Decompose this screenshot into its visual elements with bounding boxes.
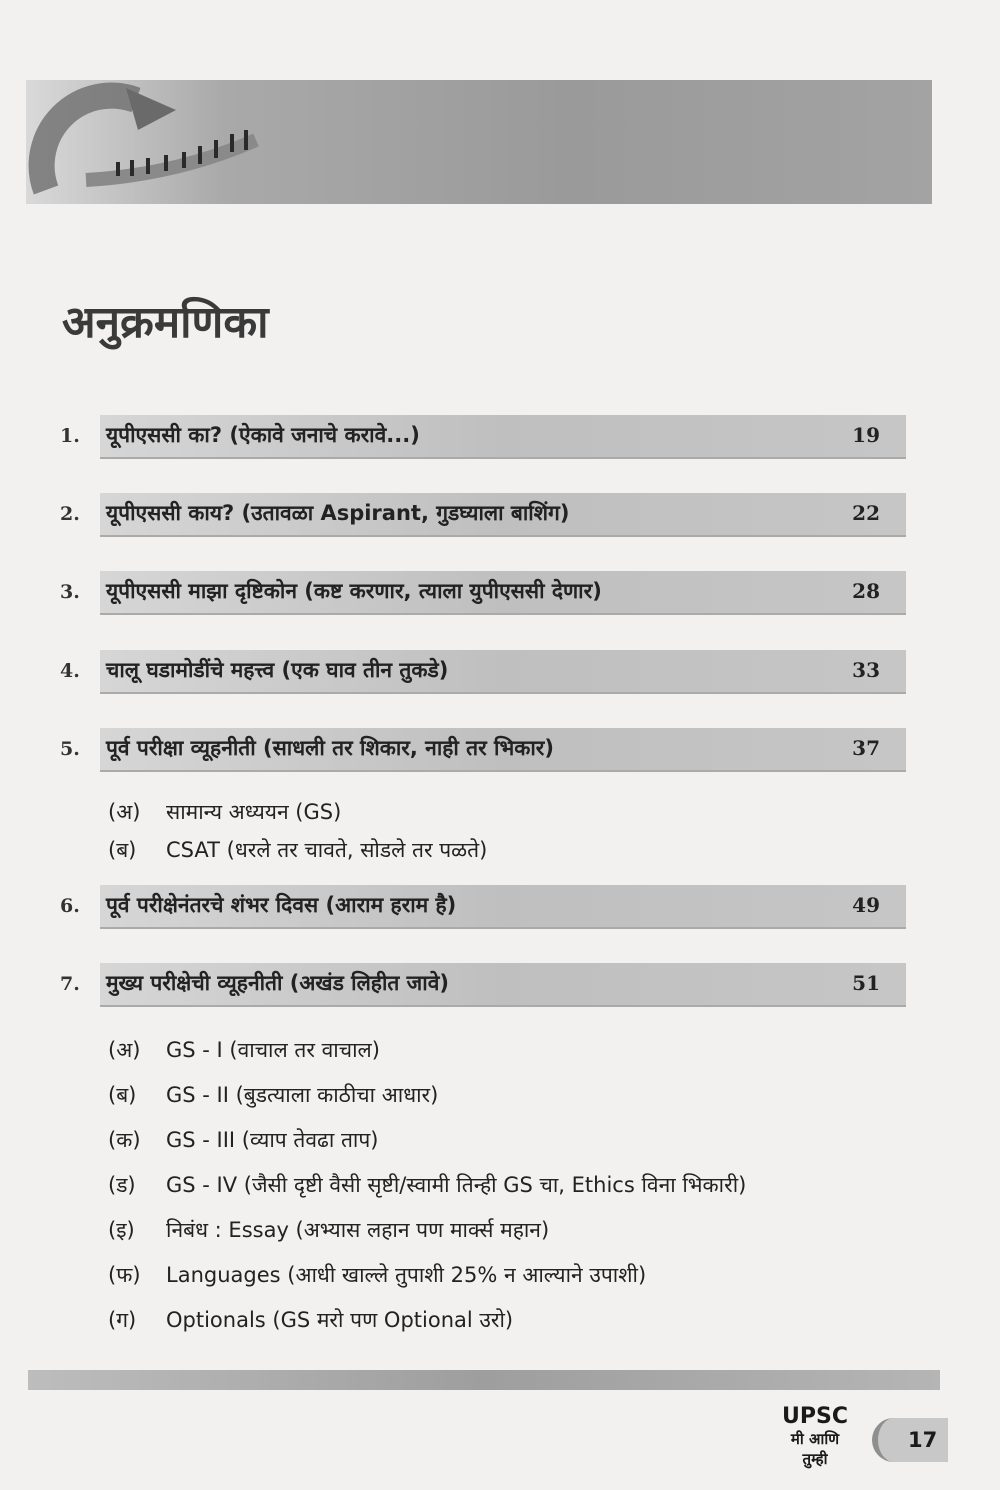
toc-chapter-4[interactable] <box>60 650 910 692</box>
toc-subitem[interactable] <box>108 1081 438 1109</box>
chapter-page: 37 <box>852 736 880 760</box>
toc-subitem[interactable] <box>108 1216 549 1244</box>
toc-subitem[interactable] <box>108 836 487 864</box>
chapter-number: 4. <box>60 660 80 682</box>
subitem-letter: (क) <box>108 1128 141 1152</box>
subitem-letter: (ब) <box>108 838 137 862</box>
subitem-letter: (ग) <box>108 1308 137 1332</box>
chapter-page: 33 <box>852 658 880 682</box>
chapter-title: पूर्व परीक्षा व्यूहनीती (साधली तर शिकार, नाही तर भिकार) <box>106 736 554 760</box>
brand-logo <box>765 1405 865 1475</box>
page-number: 17 <box>908 1428 938 1452</box>
chapter-number: 5. <box>60 738 80 760</box>
toc-chapter-1[interactable] <box>60 415 910 457</box>
toc-chapter-3[interactable] <box>60 571 910 613</box>
chapter-page: 22 <box>852 501 880 525</box>
toc-subitem[interactable] <box>108 798 341 826</box>
subitem-text: GS - II (बुडत्याला काठीचा आधार) <box>166 1083 439 1107</box>
chapter-title: पूर्व परीक्षेनंतरचे शंभर दिवस (आराम हराम है) <box>106 893 457 917</box>
toc-subitem[interactable] <box>108 1171 746 1199</box>
subitem-letter: (ब) <box>108 1083 137 1107</box>
toc-chapter-7[interactable] <box>60 963 910 1005</box>
page-number-tab <box>872 1418 948 1462</box>
subitem-text: Languages (आधी खाल्ले तुपाशी 25% न आल्याने उपाशी) <box>166 1263 647 1287</box>
chapter-title: यूपीएससी माझा दृष्टिकोन (कष्ट करणार, त्याला युपीएससी देणार) <box>106 579 602 603</box>
toc-subitem[interactable] <box>108 1126 379 1154</box>
subitem-text: GS - I (वाचाल तर वाचाल) <box>166 1038 380 1062</box>
chapter-number: 6. <box>60 895 80 917</box>
chapter-page: 51 <box>852 971 880 995</box>
page-title: अनुक्रमणिका <box>62 297 269 348</box>
chapter-number: 3. <box>60 581 80 603</box>
chapter-title: यूपीएससी का? (ऐकावे जनाचे करावे...) <box>106 423 420 447</box>
brand-tumhi: तुम्ही <box>802 1450 828 1468</box>
chapter-title: चालू घडामोडींचे महत्त्व (एक घाव तीन तुकडे) <box>106 658 449 682</box>
toc-chapter-2[interactable] <box>60 493 910 535</box>
subitem-text: निबंध : Essay (अभ्यास लहान पण मार्क्स महान) <box>166 1218 550 1242</box>
subitem-letter: (ड) <box>108 1173 136 1197</box>
chapter-page: 49 <box>852 893 880 917</box>
toc-subitem[interactable] <box>108 1306 513 1334</box>
subitem-text: GS - III (व्याप तेवढा ताप) <box>166 1128 379 1152</box>
toc-chapter-5[interactable] <box>60 728 910 770</box>
footer-band <box>28 1370 940 1390</box>
toc-subitem[interactable] <box>108 1261 646 1289</box>
chapter-number: 2. <box>60 503 80 525</box>
chapter-number: 1. <box>60 425 80 447</box>
chapter-page: 28 <box>852 579 880 603</box>
subitem-text: Optionals (GS मरो पण Optional उरो) <box>166 1308 514 1332</box>
chapter-number: 7. <box>60 973 80 995</box>
chapter-title: यूपीएससी काय? (उतावळा Aspirant, गुडघ्याला बाशिंग) <box>106 501 570 525</box>
subitem-text: CSAT (धरले तर चावते, सोडले तर पळते) <box>166 838 488 862</box>
subitem-letter: (इ) <box>108 1218 135 1242</box>
subitem-letter: (फ) <box>108 1263 141 1287</box>
chapter-page: 19 <box>852 423 880 447</box>
chapter-title: मुख्य परीक्षेची व्यूहनीती (अखंड लिहीत जावे) <box>106 971 449 995</box>
toc-chapter-6[interactable] <box>60 885 910 927</box>
subitem-letter: (अ) <box>108 800 141 824</box>
subitem-text: सामान्य अध्ययन (GS) <box>166 800 342 824</box>
subitem-text: GS - IV (जैसी दृष्टी वैसी सृष्टी/स्वामी तिन्ही GS चा, Ethics विना भिकारी) <box>166 1173 747 1197</box>
toc-subitem[interactable] <box>108 1036 380 1064</box>
subitem-letter: (अ) <box>108 1038 141 1062</box>
brand-upsc: UPSC <box>782 1404 848 1429</box>
brand-mi-ani: मी आणि <box>790 1430 840 1448</box>
